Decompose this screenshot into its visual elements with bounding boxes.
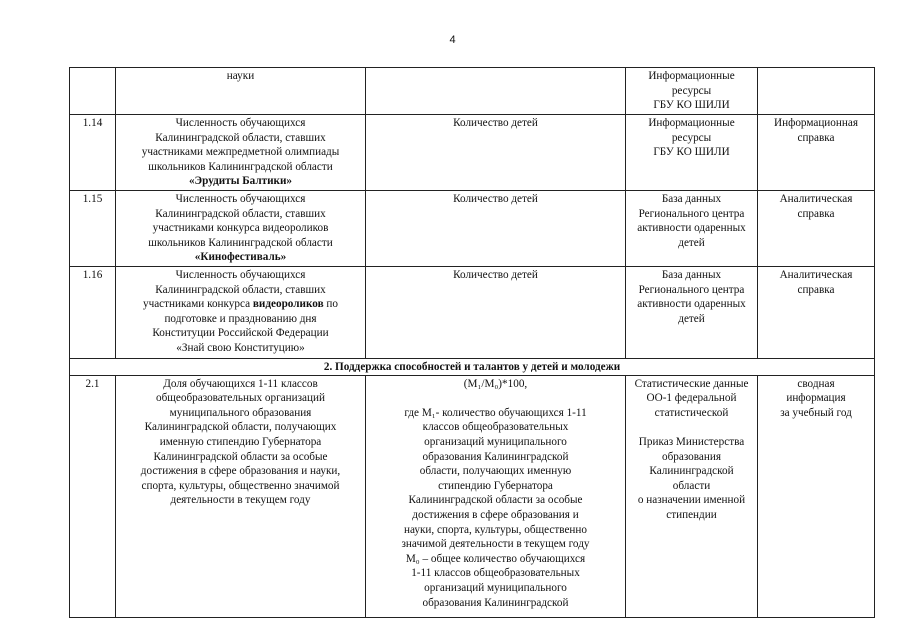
- source-line: Регионального центра: [638, 283, 745, 296]
- calc-line: образования Калининградской: [422, 596, 569, 609]
- source-cell: [626, 191, 758, 267]
- source-line: Информационные: [648, 117, 735, 129]
- source-cell: [626, 115, 758, 191]
- source-line: ОО-1 федеральной: [646, 392, 737, 405]
- source-line: детей: [678, 312, 705, 325]
- source-line: стипендии: [666, 508, 717, 521]
- report-cell: [758, 267, 875, 359]
- row-number-cell: [70, 68, 116, 115]
- indicator-line-bold: «Кинофестиваль»: [194, 251, 287, 264]
- indicator-line: [120, 297, 361, 312]
- indicator-line: Численность обучающихся: [175, 117, 306, 129]
- indicator-line: Калининградской области за особые: [153, 450, 328, 463]
- calc-cell: [366, 375, 626, 617]
- source-line: ресурсы: [671, 84, 712, 97]
- indicator-line-bold: «Эрудиты Балтики»: [188, 175, 293, 188]
- calc-line: достижения в сфере образования и: [412, 508, 579, 521]
- spacer: [370, 391, 621, 406]
- table-row: [70, 191, 875, 267]
- indicator-line: достижения в сфере образования и науки,: [140, 465, 341, 478]
- report-cell: [758, 191, 875, 267]
- source-line: Информационные: [648, 70, 735, 82]
- report-line: Информационная: [774, 117, 858, 129]
- indicator-text-bold: видеороликов: [252, 298, 324, 311]
- report-line: справка: [797, 283, 835, 296]
- report-line: справка: [797, 207, 835, 220]
- calc-line: организаций муниципального: [424, 435, 567, 448]
- calc-line: Калининградской области за особые: [408, 494, 583, 507]
- indicator-line: муниципального образования: [169, 406, 312, 419]
- indicator-cell: [116, 375, 366, 617]
- source-line: о назначении именной: [637, 494, 746, 507]
- source-line: ресурсы: [671, 131, 712, 144]
- row-number-cell: 1.15: [70, 191, 116, 267]
- table-row: [70, 375, 875, 617]
- report-line: за учебный год: [780, 406, 852, 419]
- report-cell: [758, 115, 875, 191]
- calc-line: где M₁- количество обучающихся 1-11: [404, 406, 587, 419]
- indicator-line: Калининградской области, получающих: [144, 421, 337, 434]
- indicator-line: именную стипендию Губернатора: [159, 435, 322, 448]
- table-row: [70, 68, 875, 115]
- spacer: [630, 420, 753, 435]
- calc-line: 1-11 классов общеобразовательных: [411, 567, 580, 580]
- indicator-cell: [116, 191, 366, 267]
- calc-line: организаций муниципального: [424, 581, 567, 594]
- formula-line: (M₁/M₀)*100,: [463, 377, 528, 390]
- indicator-cell: [116, 68, 366, 115]
- indicator-line: общеобразовательных организаций: [156, 392, 325, 405]
- source-line: Приказ Министерства: [638, 435, 745, 448]
- calc-line: классов общеобразовательных: [422, 421, 569, 434]
- source-line: Статистические данные: [634, 377, 749, 390]
- calc-line: Количество детей: [453, 117, 538, 129]
- row-number-cell: 1.14: [70, 115, 116, 191]
- source-line: Регионального центра: [638, 207, 745, 220]
- calc-line: образования Калининградской: [422, 450, 569, 463]
- report-cell: [758, 375, 875, 617]
- table-row: [70, 115, 875, 191]
- row-number-cell: 2.1: [70, 375, 116, 617]
- source-line: активности одаренных: [637, 298, 746, 311]
- section-heading: 2. Поддержка способностей и талантов у детей и молодежи: [70, 359, 875, 376]
- source-line: активности одаренных: [637, 222, 746, 235]
- source-line: ГБУ КО ШИЛИ: [653, 146, 730, 159]
- calc-line: Количество детей: [453, 193, 538, 205]
- indicator-line: Калининградской области, ставших: [155, 131, 326, 144]
- calc-line: области, получающих именную: [419, 465, 572, 478]
- calc-line: значимой деятельности в текущем году: [401, 538, 590, 551]
- indicator-line: участниками межпредметной олимпиады: [141, 146, 340, 159]
- indicator-line: Доля обучающихся 1-11 классов: [163, 377, 318, 390]
- source-cell: [626, 267, 758, 359]
- indicator-line: «Знай свою Конституцию»: [176, 341, 305, 354]
- calc-line: стипендию Губернатора: [438, 479, 553, 492]
- source-line: ГБУ КО ШИЛИ: [653, 99, 730, 112]
- report-line: Аналитическая: [779, 269, 853, 281]
- indicator-text: по: [323, 298, 339, 311]
- calc-line: Количество детей: [453, 269, 538, 281]
- report-cell: [758, 68, 875, 115]
- table-row: [70, 267, 875, 359]
- indicator-cell: [116, 115, 366, 191]
- indicator-line: Калининградской области, ставших: [155, 207, 326, 220]
- calc-line: науки, спорта, культуры, общественно: [404, 523, 587, 536]
- indicator-line: Калининградской области, ставших: [155, 283, 326, 296]
- indicator-line: школьников Калининградской области: [148, 160, 333, 173]
- page-number: 4: [449, 34, 456, 46]
- calc-line: M₀ – общее количество обучающихся: [405, 552, 586, 565]
- calc-cell: [366, 68, 626, 115]
- indicator-text: участниками конкурса: [142, 298, 253, 311]
- calc-cell: [366, 191, 626, 267]
- calc-cell: [366, 115, 626, 191]
- report-line: Аналитическая: [779, 193, 853, 205]
- indicator-line: школьников Калининградской области: [148, 236, 333, 249]
- report-line: сводная: [797, 377, 835, 390]
- calc-cell: [366, 267, 626, 359]
- source-line: База данных: [661, 269, 722, 281]
- section-row: [70, 359, 875, 376]
- source-line: Калининградской области: [649, 465, 734, 492]
- indicator-line: подготовке и празднованию дня: [164, 312, 317, 325]
- indicator-line: спорта, культуры, общественно значимой: [141, 479, 340, 492]
- indicator-line: Численность обучающихся: [175, 193, 306, 205]
- source-cell: [626, 68, 758, 115]
- source-line: детей: [678, 236, 705, 249]
- source-line: статистической: [654, 406, 729, 419]
- row-number-cell: 1.16: [70, 267, 116, 359]
- report-line: справка: [797, 131, 835, 144]
- indicator-cell: [116, 267, 366, 359]
- source-line: образования: [661, 450, 721, 463]
- source-line: База данных: [661, 193, 722, 205]
- source-cell: [626, 375, 758, 617]
- indicator-line: участниками конкурса видеороликов: [152, 222, 329, 235]
- report-line: информация: [786, 392, 846, 405]
- indicators-table: [69, 67, 875, 618]
- indicator-line: деятельности в текущем году: [170, 494, 311, 507]
- indicator-line: Конституции Российской Федерации: [152, 327, 329, 340]
- indicator-line: науки: [226, 70, 255, 82]
- indicator-line: Численность обучающихся: [175, 269, 306, 281]
